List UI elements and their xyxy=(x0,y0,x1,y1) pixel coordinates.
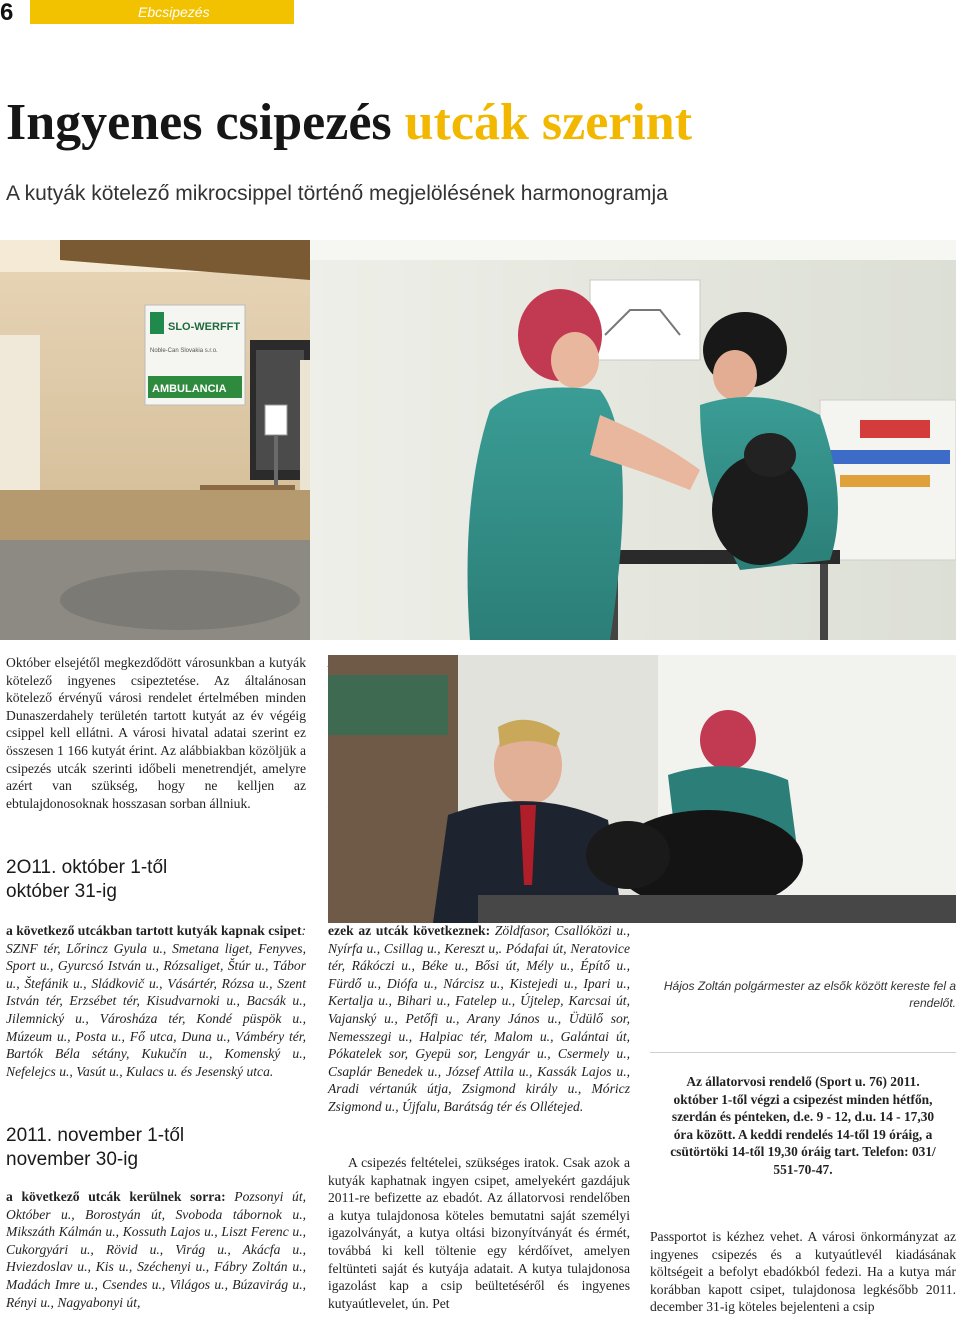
nov-streets xyxy=(6,1188,306,1311)
oct-lead: a következő utcákban tartott kutyák kapnak csipet xyxy=(6,923,302,938)
sign-company: Noble-Can Slovakia s.r.o. xyxy=(150,348,218,354)
article-title xyxy=(6,88,956,158)
section-label: Ebcsipezés xyxy=(138,4,210,20)
dec-lead: ezek az utcák következnek: xyxy=(328,923,491,938)
clinic-photo xyxy=(0,240,956,640)
dec-streets xyxy=(328,922,630,1116)
oct-street-list: : SZNF tér, Lőrincz Gyula u., Smetana liget, Fenyves, Sport u., Gyurcsó István u., Rózsaliget, Štúr u., Tábor u., Štefánik u., Sládkovič u., Vásártér, Rózsa u., Szent István tér, Erzsébet tér, Kisudvarnoki u., Bacsák u., Jilemnický u., Városháza tér, Kondé püspök u., Múzeum u., Posta u., Fő utca, Duna u., Vámbéry tér, Bartók Béla sétány, Kukučín u., Komenský u., Nefelejcs u., Vasút u., Kulacs u. és Jesenský utca. xyxy=(6,923,306,1079)
sign-brand: SLO-WERFFT xyxy=(168,321,241,333)
photo-caption: Hájos Zoltán polgármester az elsők között kereste fel a rendelőt. xyxy=(663,979,956,1010)
clinic-info-box xyxy=(650,1052,956,1193)
page-number: 6 xyxy=(0,0,14,26)
article-subtitle: A kutyák kötelező mikrocsippel történő megjelölésének harmonogramja xyxy=(6,182,668,205)
oct-streets xyxy=(6,922,306,1080)
oct-heading-line1: 2O11. október 1-től xyxy=(6,857,168,878)
section-bar xyxy=(30,0,294,24)
title-part2: utcák szerint xyxy=(404,94,693,151)
title-part1: Ingyenes csipezés xyxy=(6,94,392,151)
nov-street-list: Pozsonyi út, Október u., Borostyán út, Svoboda tábornok u., Mikszáth Kálmán u., Kossuth Lajos u., Liszt Ferenc u., Cukorgyári u., Rövid u., Virág u., Akácfa u., Hviezdoslav u., Kis u., Széchenyi u., Fábry Zoltán u., Madách Imre u., Csendes u., Világos u., Búzavirág u., Rényi u., Nagyabonyi út, xyxy=(6,1189,306,1310)
dec-street-list: Zöldfasor, Csallóközi u., Nyírfa u., Csillag u., Kereszt u,. Pódafai út, Neratovice tér, Rákóczi u., Béke u., Bősi út, Mély u., Építő u., Fürdő u., Diófa u., Nárcisz u., Kistejedi u., Ipari u., Kertalja u., Bihari u., Fatelep u., Újtelep, Karcsai út, Vajanský u., Petőfi u., Arany János u., Üdülő sor, Nemesszegi u., Halpiac tér, Malom u., Galántai út, Pókatelek sor, Gyepü sor, Lengyár u., Csermely u., Csaplár Benedek u., József Attila u., Kassák Lajos u., Aradi vértanúk útja, Zsigmond király u., Móricz Zsigmond u., Újfalu, Barátság tér és Ollétejed. xyxy=(328,923,630,1114)
conditions-paragraph: A csipezés feltételei, szükséges iratok. Csak azok a kutyák kaphatnak ingyen csipet, amelyekért gazdájuk 2011-re befizette az ebadót. Az állatorvosi rendelőben a kutya tulajdonosa köteles bemutatni saját személyi igazolványát, a kutya oltási bizonyítványát és érmét, továbbá ki kell töltenie egy kérdőívet, amelyen feltünteti saját és kutyája adatait. A kutya tulajdonosa igazolást kap a csip beültetéséről és ingyenes kutyaútlevelet, ún. Pet xyxy=(328,1155,630,1311)
sign-ambulancia: AMBULANCIA xyxy=(152,383,227,395)
oct-heading-line2: október 31-ig xyxy=(6,881,117,902)
nov-heading xyxy=(6,1124,306,1172)
mayor-photo-illustration xyxy=(328,655,956,923)
nov-heading-line1: 2011. november 1-től xyxy=(6,1125,185,1146)
oct-heading xyxy=(6,856,306,904)
nov-heading-line2: november 30-ig xyxy=(6,1149,139,1170)
intro-paragraph: Október elsejétől megkezdődött városunkban a kutyák kötelező ingyenes csipeztetése. Az általánosan kötelező érvényű városi rendelet értelmében minden Dunaszerdahely területén tartott kutyát az év végéig csippel kell ellátni. A városi hivatal adatai szerint ez összesen 1 166 kutyát érint. Az alábbiakban közöljük a csipezés utcák szerinti időbeli menetrendjét, amelyre azért van szükség, hogy ne kelljen az ebtulajdonosoknak hosszasan sorban állniuk. xyxy=(6,655,306,811)
mayor-photo xyxy=(328,655,956,923)
clinic-info-text: Az állatorvosi rendelő (Sport u. 76) 2011. október 1-től végzi a csipezést minden hétfőn, szerdán és pénteken, d.e. 9 - 12, d.u. 14 - 17,30 óra között. A keddi rendelés 14-től 19 óráig, a csütörtöki 14-től 19,30 óráig tart. Telefon: 031/ 551-70-47. xyxy=(670,1074,936,1177)
closing-paragraph: Passportot is kézhez vehet. A városi önkormányzat az ingyenes csipezés és a kutyaútlevél kiadásának költségeit a befolyt ebadókból fedezi. Ha a kutya már korábban kapott csipet, tulajdonosa legkésőbb 2011. december 31-ig köteles bejelenteni a csip xyxy=(650,1229,956,1315)
nov-lead: a következő utcák kerülnek sorra: xyxy=(6,1189,226,1204)
clinic-photo-illustration xyxy=(0,240,956,640)
